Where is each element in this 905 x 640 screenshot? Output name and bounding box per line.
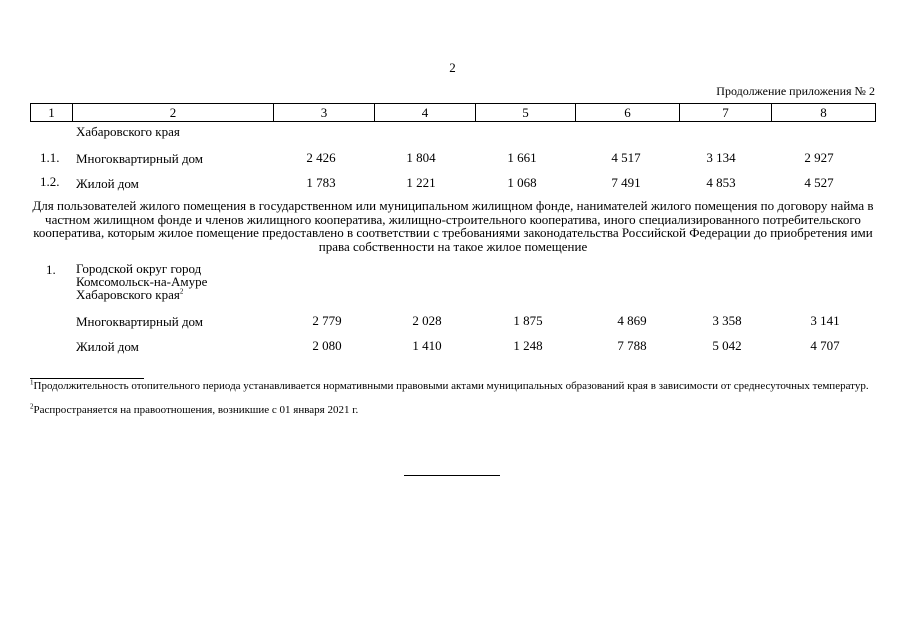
row-value: 2 426 (306, 150, 336, 165)
section-heading: Для пользователей жилого помещения в государственном или муниципальном жилищном фонде, нанимателей жилого помещения по договору найма в частном жилищном фонде и членов жилищного кооператива, жилищно-строительного кооператива, иного специализированного потребительского кооператива, которым жилое помещение предоставлено в соответствии с требованиями законодательства Российской Федерации до приобретения ими права собственности на такое жилое помещение (32, 198, 874, 254)
region-name (76, 262, 207, 301)
region-name-line (76, 288, 207, 301)
row-number: 1. (46, 262, 56, 277)
row-value: 1 875 (513, 313, 543, 328)
footnote-mark: 2 (30, 402, 34, 411)
row-value: 1 068 (507, 175, 537, 190)
col-header-5: 5 (476, 104, 576, 122)
row-value: 3 358 (712, 313, 742, 328)
row-value: 1 221 (406, 175, 436, 190)
row-value: 1 410 (412, 338, 442, 353)
continuation-label: Продолжение приложения № 2 (716, 84, 875, 98)
row-label: Многоквартирный дом (76, 151, 204, 166)
row-value: 3 134 (706, 150, 736, 165)
footnote-separator (30, 378, 144, 379)
footnote-text: Распространяется на правоотношения, возникшие с 01 января 2021 г. (33, 404, 359, 416)
row-value: 7 788 (617, 338, 647, 353)
row-label: Жилой дом (76, 339, 139, 354)
col-header-8: 8 (772, 104, 876, 122)
row-value: 5 042 (712, 338, 742, 353)
row-value: 2 779 (312, 313, 342, 328)
col-header-2: 2 (73, 104, 274, 122)
region-name-line: Городской округ город (76, 261, 202, 276)
row-value: 7 491 (611, 175, 641, 190)
col-header-7: 7 (680, 104, 772, 122)
page-number: 2 (449, 60, 456, 75)
row-value: 4 517 (611, 150, 641, 165)
row-value: 1 248 (513, 338, 543, 353)
continued-region-name: Хабаровского края (76, 124, 180, 139)
row-number: 1.1. (40, 150, 60, 165)
row-value: 2 028 (412, 313, 442, 328)
footnote-text: Продолжительность отопительного периода устанавливается нормативными правовыми актами муниципальных образований края в зависимости от среднесуточных температур. (33, 380, 869, 392)
row-value: 4 853 (706, 175, 736, 190)
row-value: 2 927 (804, 150, 834, 165)
col-header-4: 4 (375, 104, 476, 122)
column-number-header (30, 103, 876, 122)
row-label: Многоквартирный дом (76, 314, 204, 329)
end-separator (404, 475, 500, 476)
col-header-3: 3 (274, 104, 375, 122)
region-name-line-text: Хабаровского края (76, 287, 180, 302)
row-value: 1 783 (306, 175, 336, 190)
row-value: 1 804 (406, 150, 436, 165)
row-value: 1 661 (507, 150, 537, 165)
row-value: 3 141 (810, 313, 840, 328)
col-header-6: 6 (576, 104, 680, 122)
row-value: 2 080 (312, 338, 342, 353)
row-value: 4 707 (810, 338, 840, 353)
footnote-ref: 2 (179, 287, 184, 296)
row-label: Жилой дом (76, 176, 139, 191)
footnote-1 (30, 380, 876, 392)
col-header-1: 1 (31, 104, 73, 122)
row-value: 4 869 (617, 313, 647, 328)
region-name-line: Комсомольск-на-Амуре (76, 274, 208, 289)
row-value: 4 527 (804, 175, 834, 190)
footnote-2 (30, 404, 876, 416)
row-number: 1.2. (40, 174, 60, 189)
footnote-mark: 1 (30, 378, 34, 387)
